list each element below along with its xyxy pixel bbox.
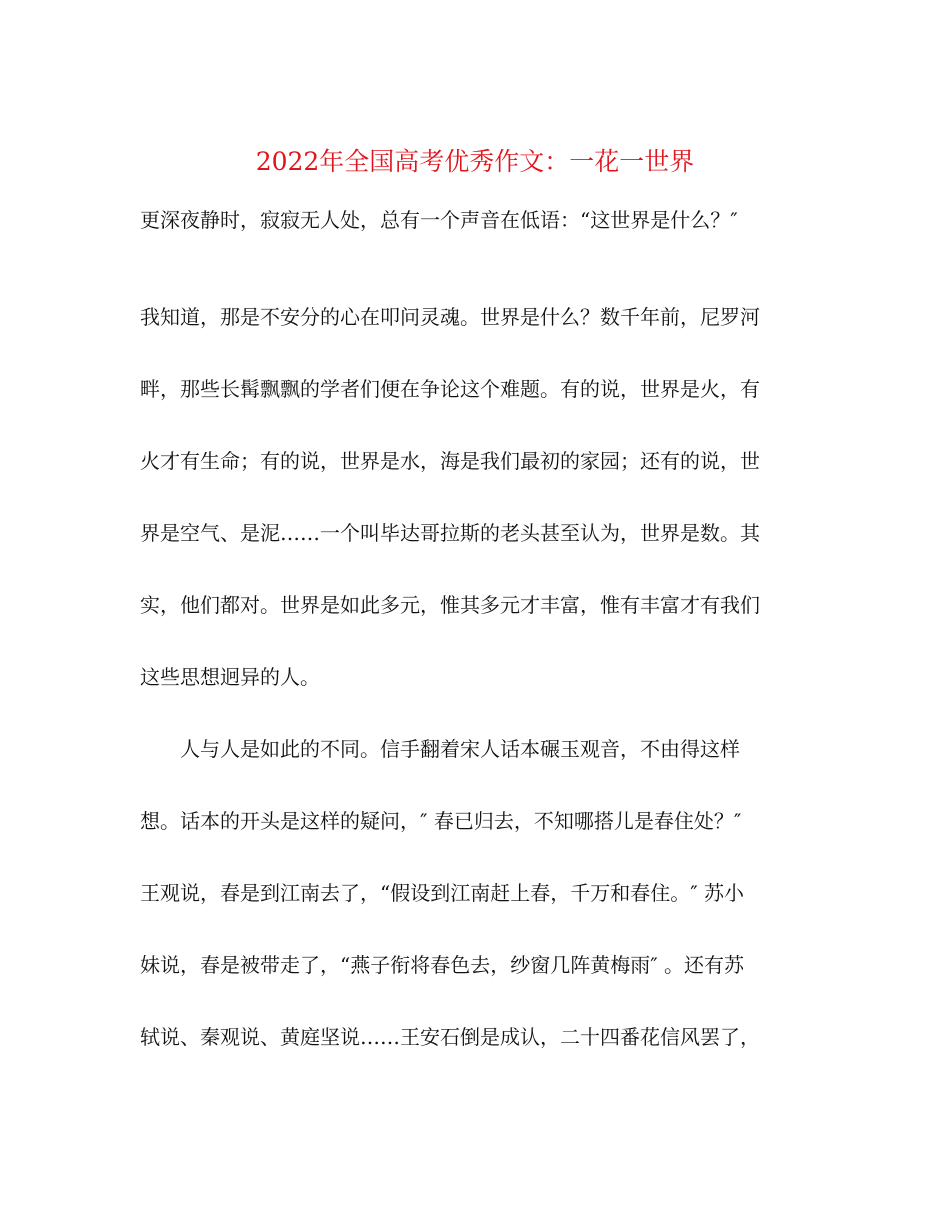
paragraph-line: 轼说、秦观说、黄庭坚说……王安石倒是成认，二十四番花信风罢了， bbox=[140, 1025, 760, 1049]
paragraph-line: 人与人是如此的不同。信手翻着宋人话本碾玉观音，不由得这样 bbox=[180, 737, 740, 761]
paragraph-line: 这些思想迥异的人。 bbox=[140, 665, 320, 689]
paragraph-line: 妹说，春是被带走了，“燕子衔将春色去，纱窗几阵黄梅雨″ 。还有苏 bbox=[140, 953, 745, 977]
paragraph-line: 界是空气、是泥……一个叫毕达哥拉斯的老头甚至认为，世界是数。其 bbox=[140, 521, 760, 545]
paragraph-line: 火才有生命；有的说，世界是水，海是我们最初的家园；还有的说，世 bbox=[140, 449, 760, 473]
paragraph-line: 畔，那些长髯飘飘的学者们便在争论这个难题。有的说，世界是火，有 bbox=[140, 377, 760, 401]
paragraph-line: 想。话本的开头是这样的疑问，″ 春已归去，不知哪搭儿是春住处？″ bbox=[140, 809, 742, 833]
paragraph-line: 实，他们都对。世界是如此多元，惟其多元才丰富，惟有丰富才有我们 bbox=[140, 593, 760, 617]
paragraph-line: 王观说，春是到江南去了，“假设到江南赶上春，千万和春住。″ 苏小 bbox=[140, 881, 745, 905]
paragraph-line: 我知道，那是不安分的心在叩问灵魂。世界是什么？数千年前，尼罗河 bbox=[140, 305, 760, 329]
page-title: 2022年全国高考优秀作文：一花一世界 bbox=[255, 147, 695, 176]
paragraph-line: 更深夜静时，寂寂无人处，总有一个声音在低语：“这世界是什么？″ bbox=[140, 208, 738, 232]
